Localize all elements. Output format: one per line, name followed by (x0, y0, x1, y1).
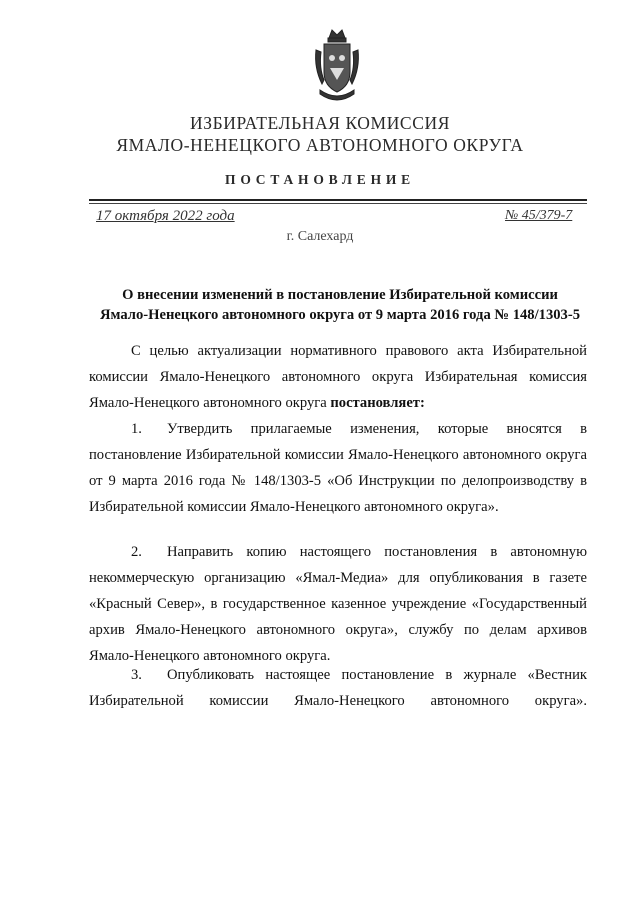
title-line-1: О внесении изменений в постановление Избирательной комиссии (122, 287, 558, 303)
item-text: Утвердить прилагаемые изменения, которые вносятся в постановление Избирательной комиссии Ямало-Ненецкого автономного округа от 9 марта 2016 года № 148/1303-5 «Об Инструкции по делопроизводству в Избирательной комиссии Ямало-Ненецкого автономного округа». (89, 421, 587, 515)
preamble-paragraph (89, 338, 587, 416)
title-line-2: Ямало-Ненецкого автономного округа от 9 марта 2016 года № 148/1303-5 (100, 307, 580, 323)
document-date-handwritten: 17 октября 2022 года (96, 208, 235, 224)
preamble-decree-word: постановляет: (330, 395, 425, 411)
item-number: 2. (131, 544, 142, 560)
item-paragraph-3 (89, 662, 587, 714)
document-title (80, 285, 600, 325)
city-label: г. Салехард (286, 229, 354, 244)
item-text: Опубликовать настоящее постановление в журнале «Вестник Избирательной комиссии Ямало-Ненецкого автономного округа». (89, 667, 587, 709)
header-divider (89, 199, 587, 201)
item-text: Направить копию настоящего постановления в автономную некоммерческую организацию «Ямал-Медиа» для опубликования в газете «Красный Север», в государственное казенное учреждение «Государственный архив Ямало-Ненецкого автономного округа», службу по делам архивов Ямало-Ненецкого автономного округа. (89, 544, 587, 664)
item-number: 3. (131, 667, 142, 683)
document-type: ПОСТАНОВЛЕНИЕ (225, 172, 415, 187)
header-divider-thin (89, 203, 587, 204)
preamble-text: С целью актуализации нормативного правового акта Избирательной комиссии Ямало-Ненецкого автономного округа Избирательная комиссия Ямало-Ненецкого автономного округа (89, 343, 587, 411)
item-paragraph-2 (89, 539, 587, 669)
item-number: 1. (131, 421, 142, 437)
document-number-handwritten: № 45/379-7 (505, 208, 573, 223)
coat-of-arms-emblem (312, 24, 362, 104)
organization-name-line-1: ИЗБИРАТЕЛЬНАЯ КОМИССИЯ (189, 113, 450, 133)
organization-name-line-2: ЯМАЛО-НЕНЕЦКОГО АВТОНОМНОГО ОКРУГА (116, 135, 524, 155)
item-paragraph-1 (89, 416, 587, 520)
